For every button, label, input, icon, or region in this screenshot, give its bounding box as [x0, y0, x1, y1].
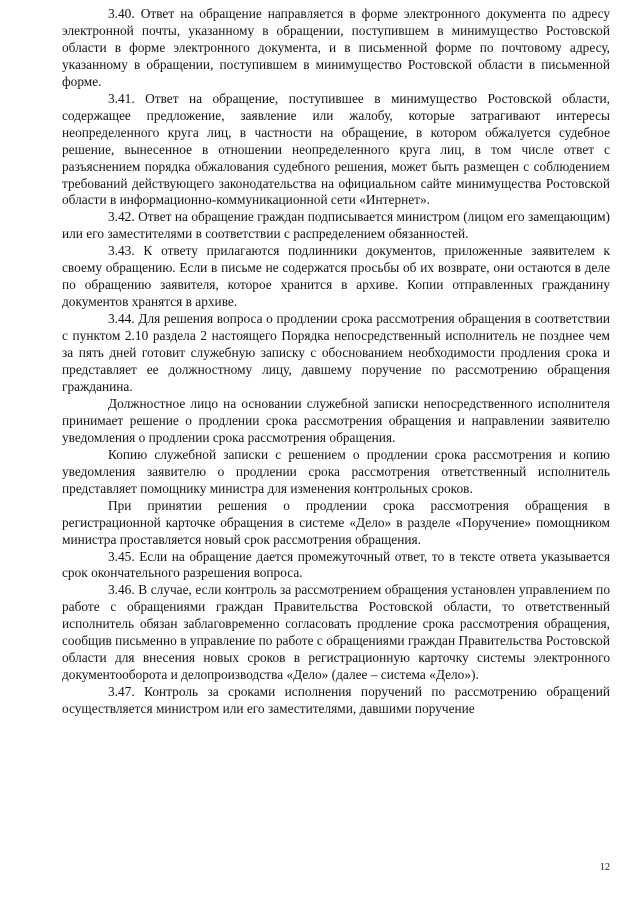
paragraph-3-45: 3.45. Если на обращение дается промежуточный ответ, то в тексте ответа указывается срок окончательного разрешения вопроса.	[62, 548, 610, 581]
paragraph-3-44: 3.44. Для решения вопроса о продлении срока рассмотрения обращения в соответствии с пунктом 2.10 раздела 2 настоящего Порядка непосредственный исполнитель не позднее чем за пять дней готовит служебную записку с обоснованием необходимости продления срока и представляет ее должностному лицу, давшему поручение по рассмотрению обращения гражданина.	[62, 311, 610, 394]
paragraph-3-42: 3.42. Ответ на обращение граждан подписывается министром (лицом его замещающим) или его заместителями в соответствии с распределением обязанностей.	[62, 209, 610, 242]
document-body	[62, 6, 610, 718]
page-number: 12	[600, 862, 610, 873]
paragraph-3-43: 3.43. К ответу прилагаются подлинники документов, приложенные заявителем к своему обращению. Если в письме не содержатся просьбы об их возврате, они остаются в деле по обращению заявителя, которое хранится в архиве. Копии отправленных гражданину документов хранятся в архиве.	[62, 243, 610, 310]
paragraph-3-44-new-deadline: При принятии решения о продлении срока рассмотрения обращения в регистрационной карточке обращения в системе «Дело» в разделе «Поручение» помощником министра проставляется новый срок рассмотрения обращения.	[62, 497, 610, 547]
paragraph-3-47: 3.47. Контроль за сроками исполнения поручений по рассмотрению обращений осуществляется министром или его заместителями, давшими поручение	[62, 684, 610, 717]
paragraph-3-40: 3.40. Ответ на обращение направляется в форме электронного документа по адресу электронной почты, указанному в обращении, поступившем в минимущество Ростовской области в форме электронного документа, и в письменной форме по почтовому адресу, указанному в обращении, поступившем в минимущество Ростовской области в письменной форме.	[62, 6, 610, 89]
paragraph-3-41: 3.41. Ответ на обращение, поступившее в минимущество Ростовской области, содержащее предложение, заявление или жалобу, которые затрагивают интересы неопределенного круга лиц, в частности на обращение, в котором обжалуется судебное решение, вынесенное в отношении неопределенного круга лиц, в том числе ответ с разъяснением порядка обжалования судебного решения, может быть размещен с соблюдением требований действующего законодательства на официальном сайте минимущества Ростовской области в информационно-коммуникационной сети «Интернет».	[62, 90, 610, 208]
paragraph-3-46: 3.46. В случае, если контроль за рассмотрением обращения установлен управлением по работе с обращениями граждан Правительства Ростовской области, то ответственный исполнитель обязан заблаговременно согласовать продление срока рассмотрения обращения, сообщив письменно в управление по работе с обращениями граждан Правительства Ростовской области для внесения новых сроков в регистрационную карточку системы электронного документооборота и делопроизводства «Дело» (далее – система «Дело»).	[62, 582, 610, 683]
paragraph-3-44-official-decision: Должностное лицо на основании служебной записки непосредственного исполнителя принимает решение о продлении срока рассмотрения обращения и направлении заявителю уведомления о продлении срока рассмотрения обращения.	[62, 395, 610, 445]
paragraph-3-44-copy-memo: Копию служебной записки с решением о продлении срока рассмотрения и копию уведомления заявителю о продлении срока рассмотрения ответственный исполнитель представляет помощнику министра для изменения контрольных сроков.	[62, 446, 610, 496]
